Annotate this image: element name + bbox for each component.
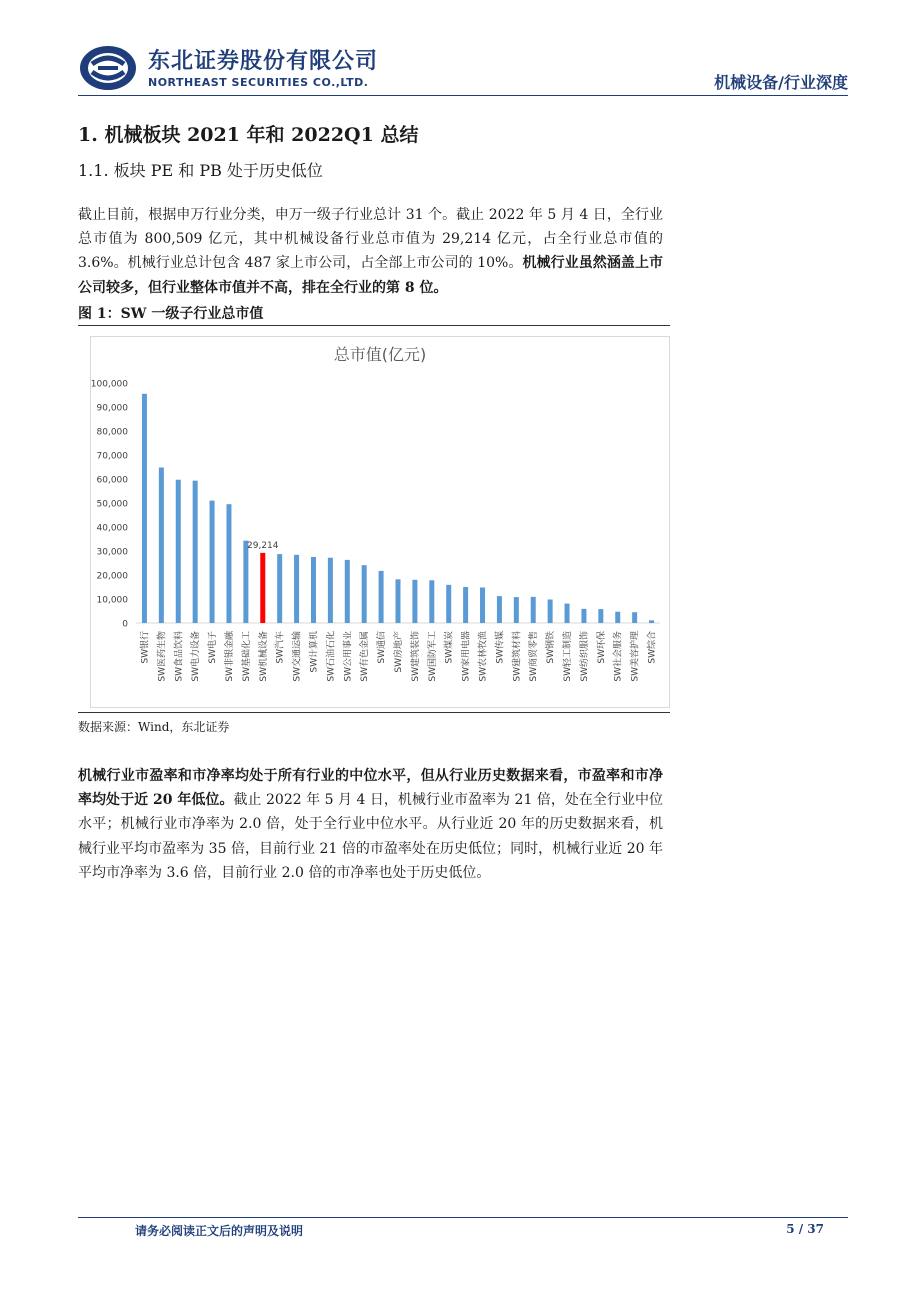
figure-bottom-rule xyxy=(78,712,670,713)
paragraph-text: 截止目前，根据申万行业分类，申万一级子行业总计 31 个。截止 2022 年 5 月 4 日，全行业总市值为 800,509 亿元，其中机械设备行业总市值为 29,214 亿元，占全行业总市值的 3.6%。机械行业总计包含 487 家上市公司，占全部上市公司的 10%。 xyxy=(78,207,663,272)
bar xyxy=(615,612,620,623)
x-tick-label: SW石油石化 xyxy=(326,631,337,682)
x-tick-label: SW银行 xyxy=(140,631,151,664)
page-number: 5 / 37 xyxy=(786,1222,824,1236)
x-tick-label: SW美容护理 xyxy=(630,631,641,682)
bar xyxy=(294,555,299,623)
x-tick-label: SW农林牧渔 xyxy=(478,631,489,682)
y-tick-label: 10,000 xyxy=(96,595,128,606)
figure-source: 数据来源：Wind，东北证券 xyxy=(78,720,230,734)
company-name-cn: 东北证券股份有限公司 xyxy=(148,49,379,74)
bar xyxy=(226,504,231,623)
bar xyxy=(159,467,164,623)
figure-caption: 图 1：SW 一级子行业总市值 xyxy=(78,306,264,322)
y-tick-label: 50,000 xyxy=(96,499,128,510)
bar xyxy=(210,501,215,623)
bar xyxy=(142,394,147,623)
x-tick-label: SW纺织服饰 xyxy=(579,631,590,682)
company-logo-icon xyxy=(78,44,138,92)
y-tick-label: 20,000 xyxy=(96,571,128,582)
y-tick-label: 60,000 xyxy=(96,475,128,486)
footer-disclaimer: 请务必阅读正文后的声明及说明 xyxy=(135,1224,304,1238)
subsection-heading: 1.1. 板块 PE 和 PB 处于历史低位 xyxy=(78,161,323,180)
bar xyxy=(176,480,181,623)
bar xyxy=(412,580,417,623)
x-tick-label: SW食品饮料 xyxy=(174,631,185,682)
x-tick-label: SW建筑装饰 xyxy=(410,631,421,682)
x-tick-label: SW机械设备 xyxy=(258,631,269,682)
bar xyxy=(598,609,603,623)
y-tick-label: 90,000 xyxy=(96,403,128,414)
x-axis-labels xyxy=(138,630,657,682)
figure-top-rule xyxy=(78,325,670,326)
bar xyxy=(362,565,367,623)
x-tick-label: SW煤炭 xyxy=(444,631,455,664)
bar xyxy=(429,580,434,623)
x-tick-label: SW家用电器 xyxy=(461,631,472,682)
bar xyxy=(345,560,350,623)
x-tick-label: SW非银金融 xyxy=(224,631,235,682)
x-tick-label: SW医药生物 xyxy=(157,631,168,682)
section-heading: 1. 机械板块 2021 年和 2022Q1 总结 xyxy=(78,124,419,146)
bar xyxy=(480,587,485,623)
x-tick-label: SW房地产 xyxy=(394,631,404,673)
bar xyxy=(531,597,536,623)
data-label: 29,214 xyxy=(247,540,279,551)
x-tick-label: SW计算机 xyxy=(309,631,320,673)
x-tick-label: SW电力设备 xyxy=(191,631,202,682)
bar xyxy=(565,604,570,623)
x-tick-label: SW有色金属 xyxy=(360,631,371,682)
paragraph-highlight: 机械行业市盈率和市净率均处于所有行业的中位水平，但从行业历史数据来看，市盈率和市净率均处于近 20 年低位。 xyxy=(78,768,663,809)
x-tick-label: SW建筑材料 xyxy=(512,631,523,682)
y-tick-label: 100,000 xyxy=(90,379,128,390)
bar xyxy=(497,596,502,623)
y-tick-label: 30,000 xyxy=(96,547,128,558)
x-tick-label: SW交通运输 xyxy=(292,631,303,682)
x-tick-label: SW钢铁 xyxy=(546,631,557,664)
bar xyxy=(548,599,553,623)
x-tick-label: SW公用事业 xyxy=(343,631,354,682)
y-tick-label: 40,000 xyxy=(96,523,128,534)
report-category: 机械设备/行业深度 xyxy=(714,73,848,92)
x-tick-label: SW传媒 xyxy=(495,631,506,664)
x-tick-label: SW社会服务 xyxy=(613,631,624,682)
bar xyxy=(649,620,654,623)
x-tick-label: SW综合 xyxy=(647,631,658,664)
bar xyxy=(396,579,401,623)
x-tick-label: SW汽车 xyxy=(275,631,286,664)
company-name-en: NORTHEAST SECURITIES CO.,LTD. xyxy=(148,76,369,89)
x-tick-label: SW通信 xyxy=(377,631,388,664)
bar xyxy=(328,558,333,623)
bar-series xyxy=(142,394,654,623)
bar xyxy=(581,609,586,623)
bar xyxy=(193,481,198,623)
chart-title: 总市值(亿元) xyxy=(333,345,427,364)
x-tick-label: SW轻工制造 xyxy=(563,631,574,682)
y-tick-label: 0 xyxy=(122,619,128,630)
bar xyxy=(277,554,282,623)
x-tick-label: SW国防军工 xyxy=(427,631,438,682)
x-tick-label: SW基础化工 xyxy=(241,631,252,682)
bar xyxy=(514,597,519,623)
paragraph-text: 截止 2022 年 5 月 4 日，机械行业市盈率为 21 倍，处在全行业中位水平；机械行业市净率为 2.0 倍，处于全行业中位水平。从行业近 20 年的历史数据来看，机械行业平均市盈率为 35 倍，目前行业 21 倍的市盈率处在历史低位；同时，机械行业近 20 年平均市净率为 3.6 倍，目前行业 2.0 倍的市净率也处于历史低位。 xyxy=(78,792,664,881)
paragraph-market-cap xyxy=(78,203,663,300)
x-tick-label: SW环保 xyxy=(596,631,607,664)
x-tick-label: SW商贸零售 xyxy=(529,631,540,682)
bar xyxy=(446,585,451,623)
bar xyxy=(379,571,384,623)
bar xyxy=(311,557,316,623)
x-tick-label: SW电子 xyxy=(208,631,219,664)
y-tick-label: 70,000 xyxy=(96,451,128,462)
paragraph-highlight: 机械行业虽然涵盖上市公司较多，但行业整体市值并不高，排在全行业的第 8 位。 xyxy=(78,255,663,296)
bar xyxy=(243,541,248,623)
bar xyxy=(463,587,468,623)
footer-divider xyxy=(78,1217,848,1218)
market-cap-bar-chart xyxy=(90,336,670,708)
bar xyxy=(260,553,265,623)
paragraph-valuation xyxy=(78,764,663,885)
y-tick-label: 80,000 xyxy=(96,427,128,438)
header-divider xyxy=(78,95,848,96)
bar xyxy=(632,612,637,623)
